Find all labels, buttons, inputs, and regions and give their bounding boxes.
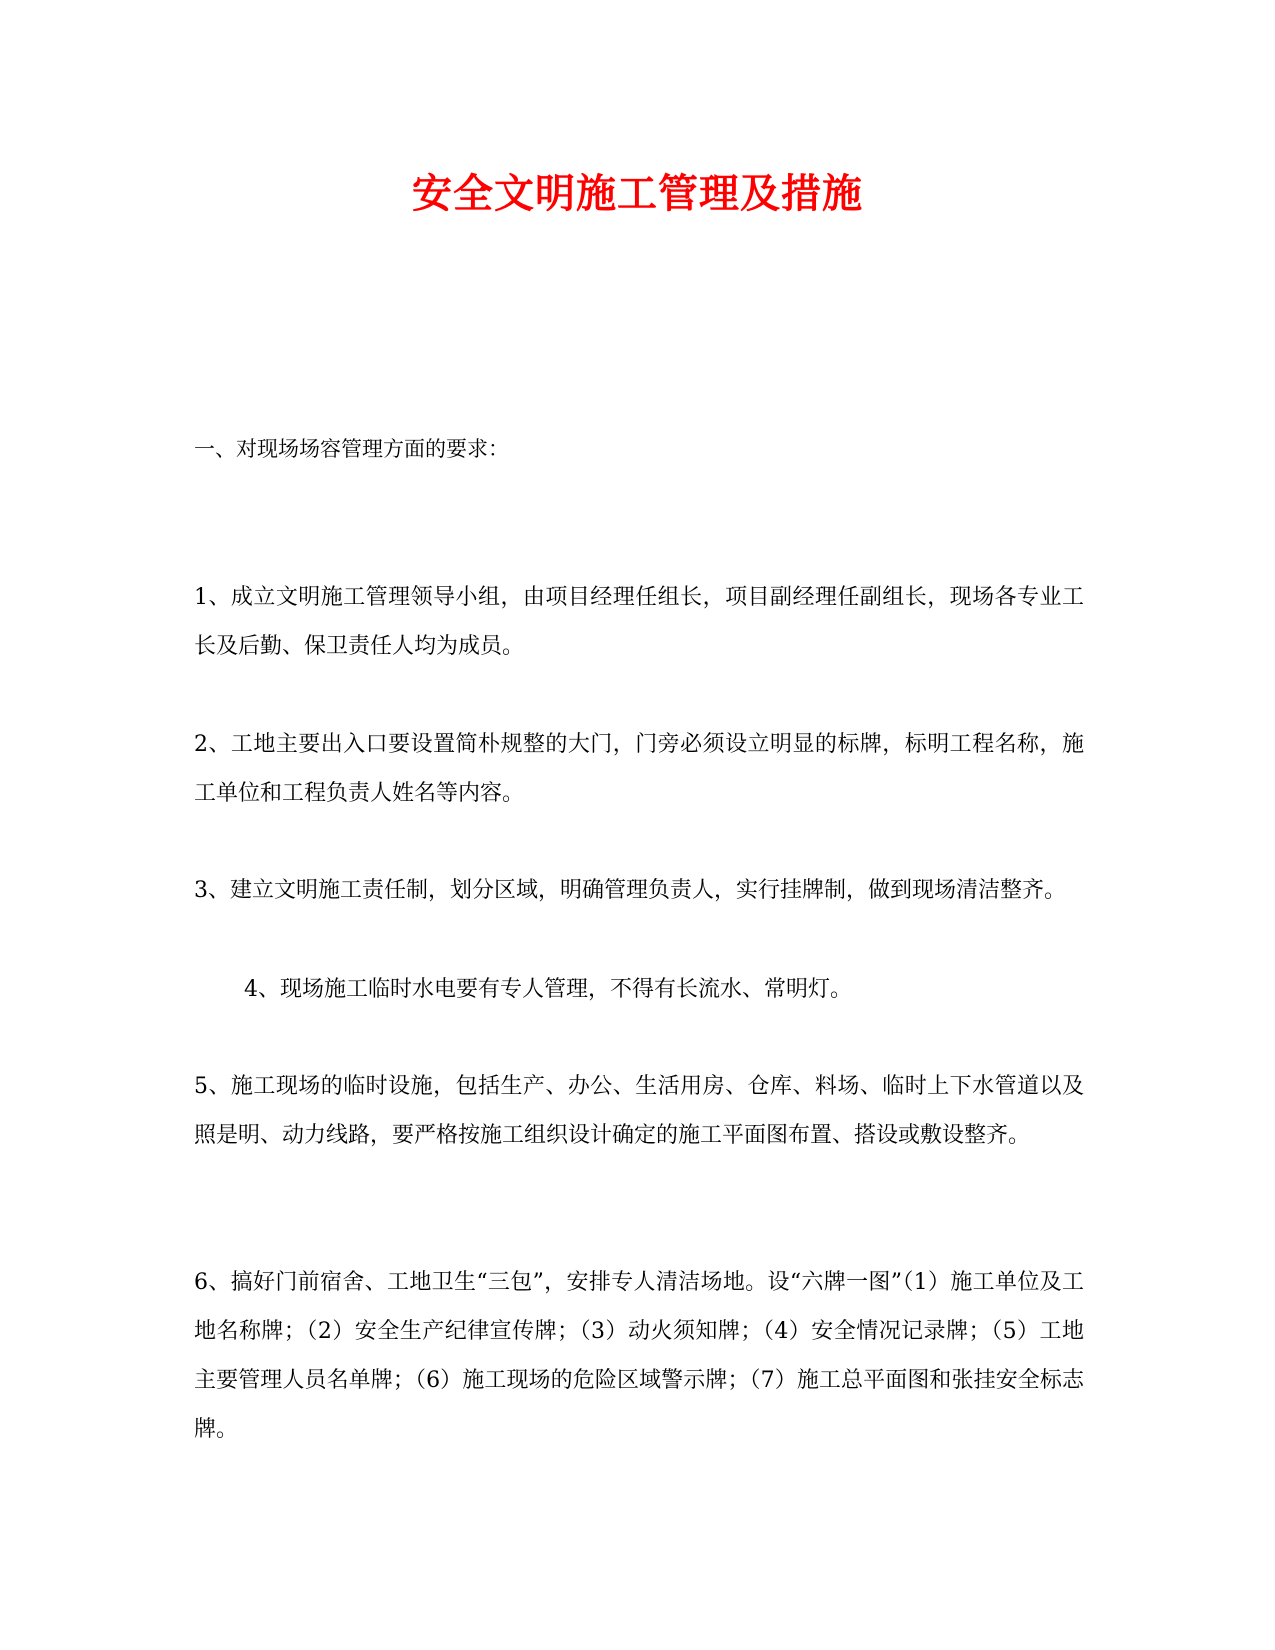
- paragraph-6: 6、搞好门前宿舍、工地卫生“三包”，安排专人清洁场地。设“六牌一图”（1）施工单位及工地名称牌；（2）安全生产纪律宣传牌；（3）动火须知牌；（4）安全情况记录牌；（5）工地主要管理人员名单牌；（6）施工现场的危险区域警示牌；（7）施工总平面图和张挂安全标志牌。: [194, 1270, 1084, 1442]
- paragraph-2: 2、工地主要出入口要设置简朴规整的大门，门旁必须设立明显的标牌，标明工程名称，施工单位和工程负责人姓名等内容。: [194, 732, 1084, 806]
- document-title: 安全文明施工管理及措施: [412, 170, 863, 217]
- section-heading: 一、对现场场容管理方面的要求：: [194, 437, 509, 461]
- paragraph-5: 5、施工现场的临时设施，包括生产、办公、生活用房、仓库、料场、临时上下水管道以及照是明、动力线路，要严格按施工组织设计确定的施工平面图布置、搭设或敷设整齐。: [194, 1074, 1084, 1148]
- paragraph-4: 4、现场施工临时水电要有专人管理，不得有长流水、常明灯。: [244, 977, 852, 1002]
- paragraph-3: 3、建立文明施工责任制，划分区域，明确管理负责人，实行挂牌制，做到现场清洁整齐。: [194, 878, 1067, 903]
- paragraph-1: 1、成立文明施工管理领导小组，由项目经理任组长，项目副经理任副组长，现场各专业工长及后勤、保卫责任人均为成员。: [194, 585, 1084, 659]
